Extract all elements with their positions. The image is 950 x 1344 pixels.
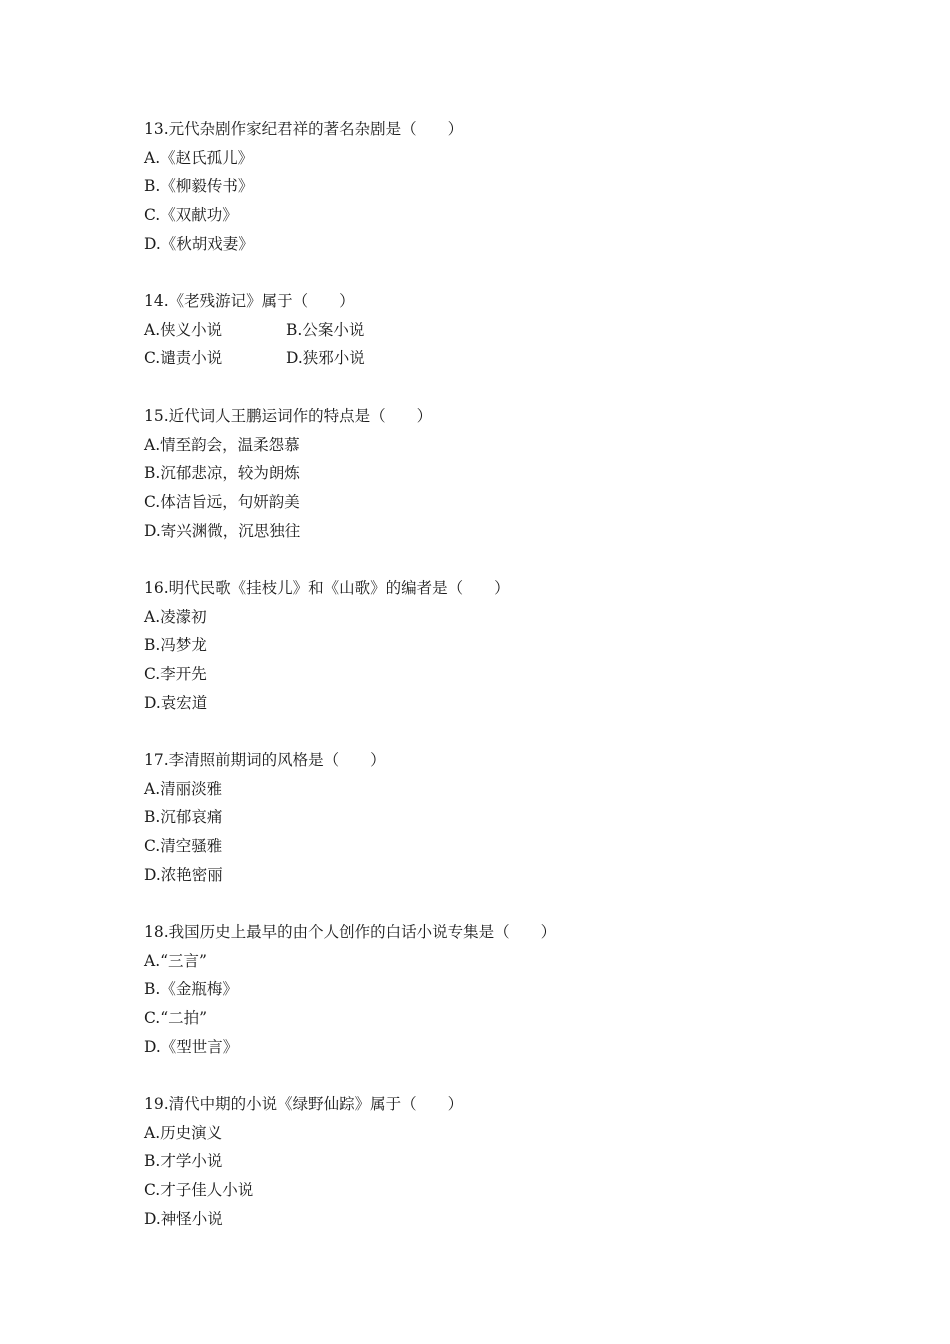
option-b: B.《金瓶梅》	[144, 980, 238, 999]
option-d: D.狭邪小说	[286, 349, 365, 368]
option-b: B.公案小说	[286, 320, 365, 339]
option-d: D.《秋胡戏妻》	[144, 234, 254, 253]
option-d: D.袁宏道	[144, 693, 208, 712]
question-19	[144, 1090, 864, 1233]
option-d: D.神怪小说	[144, 1209, 223, 1228]
option-d: D.寄兴渊微，沉思独往	[144, 521, 301, 540]
option-b: B.《柳毅传书》	[144, 177, 254, 196]
question-17	[144, 746, 864, 889]
option-d: D.《型世言》	[144, 1037, 239, 1056]
question-16	[144, 574, 864, 717]
question-stem: 14.《老残游记》属于（ ）	[144, 292, 355, 310]
option-a: A.“三言”	[144, 951, 207, 970]
question-stem: 16.明代民歌《挂枝儿》和《山歌》的编者是（ ）	[144, 579, 510, 597]
option-b: B.沉郁哀痛	[144, 808, 223, 827]
question-stem: 19.清代中期的小说《绿野仙踪》属于（ ）	[144, 1095, 464, 1113]
question-13	[144, 115, 864, 258]
option-a: A.历史演义	[144, 1123, 223, 1142]
option-c: C.体洁旨远，句妍韵美	[144, 493, 300, 512]
option-c: C.谴责小说	[144, 349, 223, 368]
option-c: C.《双献功》	[144, 206, 238, 225]
question-18	[144, 918, 864, 1061]
option-b: B.才学小说	[144, 1152, 223, 1171]
option-a: A.侠义小说	[144, 320, 223, 339]
option-c: C.才子佳人小说	[144, 1181, 254, 1200]
option-d: D.浓艳密丽	[144, 865, 223, 884]
question-14	[144, 287, 864, 373]
option-b: B.沉郁悲凉，较为朗炼	[144, 464, 300, 483]
question-stem: 17.李清照前期词的风格是（ ）	[144, 751, 386, 769]
question-stem: 18.我国历史上最早的由个人创作的白话小说专集是（ ）	[144, 923, 557, 941]
question-15	[144, 402, 864, 545]
option-row-cd	[144, 344, 864, 373]
option-a: A.凌濛初	[144, 607, 207, 626]
option-c: C.“二拍”	[144, 1009, 208, 1028]
option-c: C.李开先	[144, 665, 207, 684]
option-a: A.《赵氏孤儿》	[144, 148, 254, 167]
option-b: B.冯梦龙	[144, 636, 207, 655]
option-row-ab	[144, 316, 864, 345]
question-stem: 15.近代词人王鹏运词作的特点是（ ）	[144, 407, 433, 425]
question-stem: 13.元代杂剧作家纪君祥的著名杂剧是（ ）	[144, 120, 464, 138]
option-a: A.情至韵会，温柔怨慕	[144, 435, 300, 454]
option-a: A.清丽淡雅	[144, 779, 223, 798]
option-c: C.清空骚雅	[144, 837, 223, 856]
